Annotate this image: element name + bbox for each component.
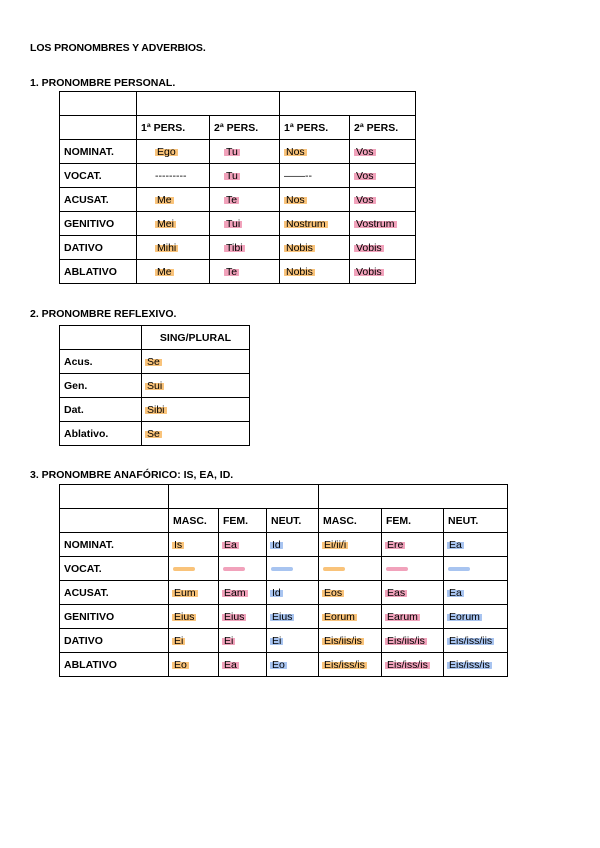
column-header: 2ª PERS. [350, 116, 416, 140]
table-cell [142, 422, 250, 446]
table-cell [350, 212, 416, 236]
cell-value: Vos [356, 169, 374, 182]
cell-value: Nos [286, 145, 305, 158]
cell-value: Nostrum [286, 217, 326, 230]
highlighter-stroke [271, 567, 293, 571]
cell-value: --------- [155, 169, 187, 182]
table-cell [382, 557, 444, 581]
cell-value: Eo [272, 658, 285, 671]
column-header: FEM. [382, 509, 444, 533]
cell-value: Ea [449, 538, 462, 551]
empty-cell [60, 485, 169, 509]
table-row [60, 212, 416, 236]
cell-value: Nobis [286, 241, 313, 254]
table-row [60, 374, 250, 398]
cell-value: Eorum [449, 610, 480, 623]
table-cell [142, 374, 250, 398]
cell-value: Eam [224, 586, 246, 599]
table-cell [219, 581, 267, 605]
table-row [60, 629, 508, 653]
table-cell [280, 164, 350, 188]
row-label: DATIVO [60, 236, 137, 260]
table-cell [319, 629, 382, 653]
cell-value: Eorum [324, 610, 355, 623]
table-cell [319, 533, 382, 557]
singular-group-cell [169, 485, 319, 509]
cell-value: Eos [324, 586, 343, 599]
table-cell [350, 140, 416, 164]
cell-value: Ei [174, 634, 184, 647]
table-cell [219, 629, 267, 653]
cell-value: Eo [174, 658, 187, 671]
row-label: ACUSAT. [60, 188, 137, 212]
cell-value: Te [226, 193, 238, 206]
table-cell [137, 188, 210, 212]
cell-value: Ea [449, 586, 462, 599]
group-header-row [60, 485, 508, 509]
table-cell [137, 140, 210, 164]
plural-group-cell [319, 485, 508, 509]
cell-value: Te [226, 265, 238, 278]
cell-value: Eis/iss/is [449, 658, 490, 671]
section-2-heading: 2. PRONOMBRE REFLEXIVO. [30, 308, 177, 320]
document-title: LOS PRONOMBRES Y ADVERBIOS. [30, 42, 206, 54]
table-row [60, 140, 416, 164]
row-label: ABLATIVO [60, 653, 169, 677]
table-row [60, 533, 508, 557]
table-row [60, 557, 508, 581]
cell-value: Ei/ii/i [324, 538, 347, 551]
table-cell [169, 581, 219, 605]
column-header: SING/PLURAL [142, 326, 250, 350]
table-row [60, 398, 250, 422]
table-cell [382, 581, 444, 605]
table-row [60, 581, 508, 605]
table-cell [280, 140, 350, 164]
table-row [60, 653, 508, 677]
row-label: VOCAT. [60, 557, 169, 581]
cell-value: Eis/iss/is [324, 658, 365, 671]
cell-value: Earum [387, 610, 418, 623]
table-cell [267, 533, 319, 557]
table-cell [280, 260, 350, 284]
column-header-row [60, 326, 250, 350]
cell-value: Nos [286, 193, 305, 206]
column-header: FEM. [219, 509, 267, 533]
row-label: Ablativo. [60, 422, 142, 446]
table-cell [210, 164, 280, 188]
cell-value: Tu [226, 169, 238, 182]
table-cell [350, 260, 416, 284]
cell-value: ——-- [284, 169, 312, 182]
table-cell [280, 212, 350, 236]
table-cell [137, 164, 210, 188]
table-cell [169, 533, 219, 557]
table-cell [142, 398, 250, 422]
cell-value: Ego [157, 145, 176, 158]
cell-value: Me [157, 193, 172, 206]
cell-value: Ere [387, 538, 404, 551]
table-cell [350, 188, 416, 212]
section-1-heading: 1. PRONOMBRE PERSONAL. [30, 77, 176, 89]
cell-value: Eis/iss/iis [449, 634, 493, 647]
cell-value: Tui [226, 217, 241, 230]
table-cell [319, 653, 382, 677]
table-row [60, 260, 416, 284]
cell-value: Eis/iis/is [324, 634, 362, 647]
table-cell [267, 557, 319, 581]
column-header: NEUT. [267, 509, 319, 533]
cell-value: Id [272, 586, 281, 599]
table-cell [382, 653, 444, 677]
row-label: Gen. [60, 374, 142, 398]
table-cell [219, 605, 267, 629]
table-cell [444, 557, 508, 581]
table-cell [350, 236, 416, 260]
table-row [60, 422, 250, 446]
table-cell [382, 629, 444, 653]
table-row [60, 350, 250, 374]
cell-value: Vobis [356, 241, 382, 254]
group-header-row [60, 92, 416, 116]
personal-pronoun-table [59, 91, 416, 284]
cell-value: Id [272, 538, 281, 551]
table-cell [444, 581, 508, 605]
table-row [60, 188, 416, 212]
cell-value: Me [157, 265, 172, 278]
column-header: NEUT. [444, 509, 508, 533]
reflexive-pronoun-table [59, 325, 250, 446]
table-cell [169, 605, 219, 629]
row-label: Acus. [60, 350, 142, 374]
cell-value: Eis/iss/is [387, 658, 428, 671]
table-cell [169, 629, 219, 653]
plural-group-cell [280, 92, 416, 116]
row-label: NOMINAT. [60, 533, 169, 557]
table-cell [210, 188, 280, 212]
row-label: GENITIVO [60, 605, 169, 629]
cell-value: Vobis [356, 265, 382, 278]
table-cell [350, 164, 416, 188]
highlighter-stroke [386, 567, 408, 571]
column-header: 1ª PERS. [280, 116, 350, 140]
table-cell [219, 533, 267, 557]
table-cell [219, 653, 267, 677]
cell-value: Eis/iis/is [387, 634, 425, 647]
table-cell [267, 605, 319, 629]
column-header-row [60, 509, 508, 533]
table-cell [210, 212, 280, 236]
table-cell [444, 533, 508, 557]
table-cell [137, 260, 210, 284]
cell-value: Se [147, 355, 160, 368]
table-cell [210, 140, 280, 164]
table-cell [137, 236, 210, 260]
column-header-row [60, 116, 416, 140]
table-cell [210, 260, 280, 284]
cell-value: Eius [272, 610, 293, 623]
cell-value: Vostrum [356, 217, 395, 230]
table-cell [280, 188, 350, 212]
row-label: NOMINAT. [60, 140, 137, 164]
cell-value: Eius [224, 610, 245, 623]
table-row [60, 164, 416, 188]
row-label: ABLATIVO [60, 260, 137, 284]
table-cell [219, 557, 267, 581]
cell-value: Se [147, 427, 160, 440]
cell-value: Ei [224, 634, 234, 647]
cell-value: Ea [224, 658, 237, 671]
cell-value: Mei [157, 217, 174, 230]
cell-value: Tibi [226, 241, 243, 254]
highlighter-stroke [448, 567, 470, 571]
singular-group-cell [137, 92, 280, 116]
table-row [60, 605, 508, 629]
cell-value: Sibi [147, 403, 165, 416]
table-cell [319, 581, 382, 605]
table-cell [444, 653, 508, 677]
empty-cell [60, 116, 137, 140]
table-cell [319, 605, 382, 629]
cell-value: Ei [272, 634, 282, 647]
highlighter-stroke [173, 567, 195, 571]
cell-value: Ea [224, 538, 237, 551]
row-label: VOCAT. [60, 164, 137, 188]
table-cell [137, 212, 210, 236]
row-label: Dat. [60, 398, 142, 422]
cell-value: Eas [387, 586, 406, 599]
table-cell [444, 629, 508, 653]
table-cell [267, 653, 319, 677]
table-cell [142, 350, 250, 374]
empty-cell [60, 326, 142, 350]
cell-value: Tu [226, 145, 238, 158]
cell-value: Nobis [286, 265, 313, 278]
table-cell [382, 605, 444, 629]
cell-value: Vos [356, 145, 374, 158]
column-header: MASC. [169, 509, 219, 533]
column-header: MASC. [319, 509, 382, 533]
cell-value: Is [174, 538, 183, 551]
cell-value: Mihi [157, 241, 177, 254]
table-cell [267, 581, 319, 605]
table-cell [169, 557, 219, 581]
table-cell [444, 605, 508, 629]
section-3-heading: 3. PRONOMBRE ANAFÓRICO: IS, EA, ID. [30, 469, 234, 481]
empty-cell [60, 92, 137, 116]
row-label: DATIVO [60, 629, 169, 653]
row-label: GENITIVO [60, 212, 137, 236]
cell-value: Vos [356, 193, 374, 206]
cell-value: Sui [147, 379, 163, 392]
highlighter-stroke [323, 567, 345, 571]
table-cell [382, 533, 444, 557]
table-cell [210, 236, 280, 260]
row-label: ACUSAT. [60, 581, 169, 605]
highlighter-stroke [223, 567, 245, 571]
table-row [60, 236, 416, 260]
anaphoric-pronoun-table [59, 484, 508, 677]
column-header: 1ª PERS. [137, 116, 210, 140]
column-header: 2ª PERS. [210, 116, 280, 140]
cell-value: Eum [174, 586, 196, 599]
table-cell [169, 653, 219, 677]
empty-cell [60, 509, 169, 533]
table-cell [280, 236, 350, 260]
cell-value: Eius [174, 610, 195, 623]
table-cell [267, 629, 319, 653]
table-cell [319, 557, 382, 581]
